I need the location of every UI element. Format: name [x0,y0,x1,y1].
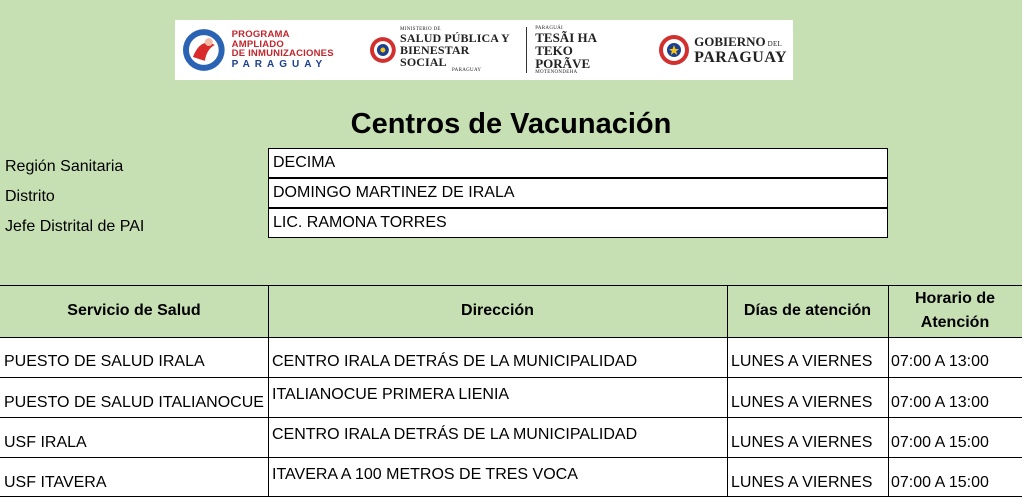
paraguay-seal-icon [369,36,397,64]
tesai-line1: TESÃI HA TEKO [535,29,597,58]
info-label-region: Región Sanitaria [5,158,124,175]
tesai-line3: MOTENONDEHA [535,69,578,75]
table-row-3-horario: 07:00 A 15:00 [891,434,989,451]
pai-line1: PROGRAMA AMPLIADO [231,29,290,50]
table-row-2-horario: 07:00 A 13:00 [891,394,989,411]
logo-divider [526,27,527,73]
info-value-region: DECIMA [268,148,888,178]
table-row-1-direccion: CENTRO IRALA DETRÁS DE LA MUNICIPALIDAD [272,353,638,370]
grid-line [0,337,1022,338]
grid-line [268,285,269,497]
tesai-small: PARAGUÁI [535,25,564,31]
table-row-1-servicio: PUESTO DE SALUD IRALA [4,353,205,370]
grid-line [0,285,1022,286]
grid-line [888,285,889,497]
table-row-3-servicio: USF IRALA [4,434,87,451]
table-row-4-horario: 07:00 A 15:00 [891,474,989,491]
gobierno-line2: PARAGUAY [694,49,787,66]
ministerio-country: PARAGUAY [452,68,482,73]
info-label-jefe: Jefe Distrital de PAI [5,218,145,235]
table-row-2-direccion: ITALIANOCUE PRIMERA LIENIA [272,386,510,403]
pai-logo [181,20,343,80]
table-row-4-dias: LUNES A VIERNES [731,474,873,491]
table-row-2-dias: LUNES A VIERNES [731,394,873,411]
gobierno-line1: GOBIERNO [694,34,766,49]
grid-line [0,457,1022,458]
table-row-1-horario: 07:00 A 13:00 [891,353,989,370]
ministerio-line1: SALUD PÚBLICA Y [400,31,510,45]
ministerio-logo [369,20,518,80]
ministerio-small: MINISTERIO DE [400,27,441,32]
gobierno-logo [658,20,787,80]
info-value-distrito: DOMINGO MARTINEZ DE IRALA [268,178,888,208]
info-label-distrito: Distrito [5,188,55,205]
tesai-line2: PORÃVE [535,55,591,71]
grid-line [0,377,1022,378]
gobierno-del: DEL [767,40,783,48]
table-row-1-dias: LUNES A VIERNES [731,353,873,370]
table-row-3-direccion: CENTRO IRALA DETRÁS DE LA MUNICIPALIDAD [272,426,638,443]
government-seal-icon [658,34,690,66]
grid-line [727,285,728,497]
page-title: Centros de Vacunación [350,108,672,140]
table-row-4-direccion: ITAVERA A 100 METROS DE TRES VOCA [272,466,578,483]
pai-line2: DE INMUNIZACIONES [231,48,334,60]
grid-line [0,417,1022,418]
pai-line3: PARAGUAY [231,58,328,70]
header-servicio: Servicio de Salud [0,285,268,337]
ministerio-line2: BIENESTAR SOCIAL [400,43,470,69]
logo-banner [175,20,793,80]
table-row-2-servicio: PUESTO DE SALUD ITALIANOCUE [4,394,264,411]
header-direccion: Dirección [268,285,727,337]
table-row-3-dias: LUNES A VIERNES [731,434,873,451]
table-row-4-servicio: USF ITAVERA [4,474,107,491]
tesai-logo [535,20,636,80]
header-horario: Horario de Atención [888,285,1022,337]
header-dias: Días de atención [727,285,888,337]
pai-emblem-icon [181,27,227,73]
vaccination-table [0,285,1022,497]
info-value-jefe: LIC. RAMONA TORRES [268,208,888,238]
